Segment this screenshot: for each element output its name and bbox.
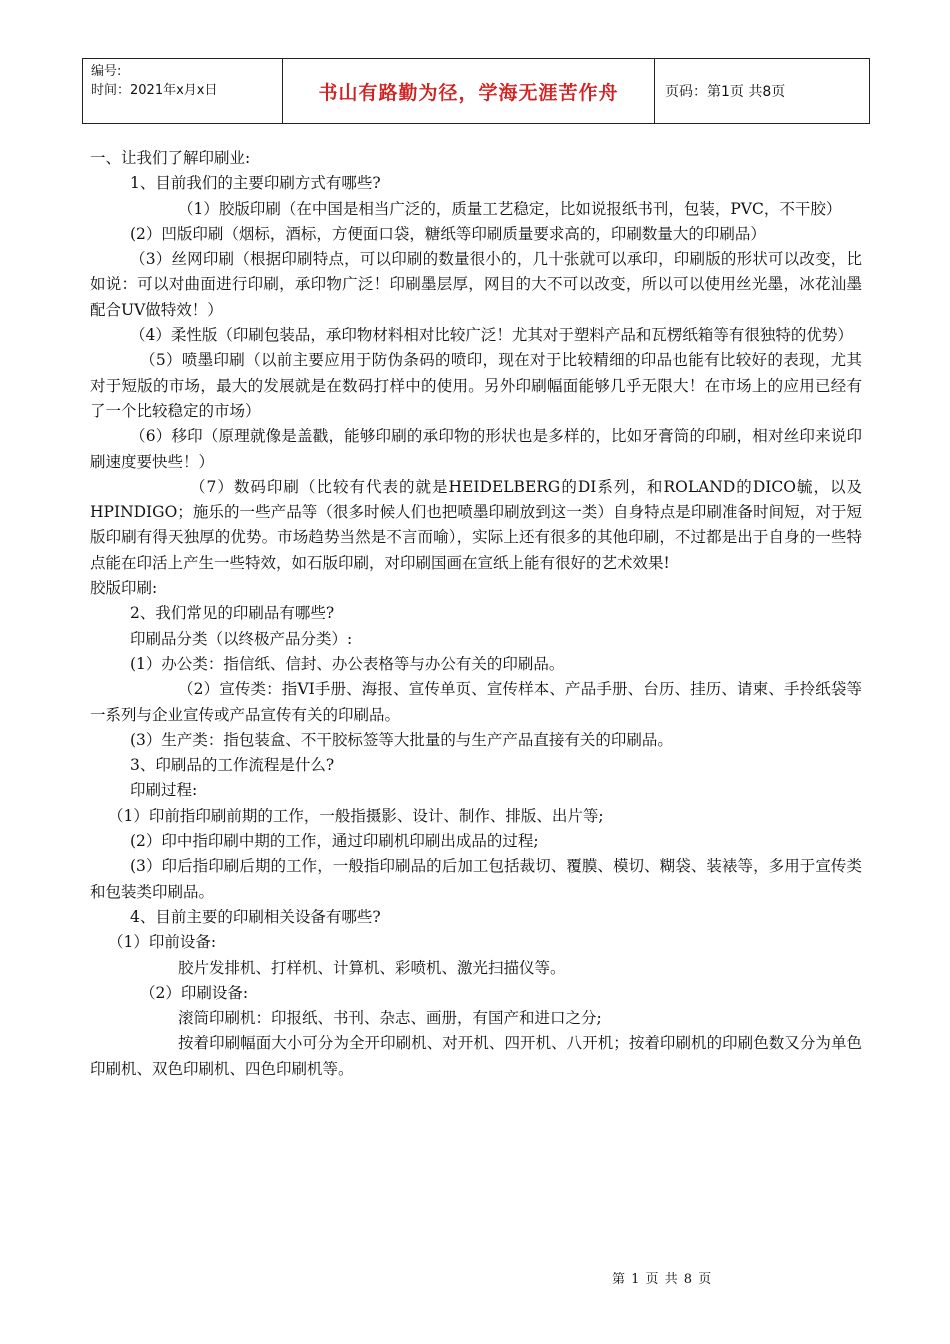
paragraph: 3、印刷品的工作流程是什么? — [130, 756, 335, 775]
number-label: 编号: — [91, 64, 122, 79]
paragraph: 滚筒印刷机：印报纸、书刊、杂志、画册，有国产和进口之分; — [178, 1009, 602, 1028]
paragraph: （4）柔性版（印刷包装品，承印物材料相对比较广泛！尤其对于塑料产品和瓦楞纸箱等有很独特的优势） — [130, 326, 853, 345]
page-header — [82, 58, 870, 124]
paragraph: （3）丝网印刷（根据印刷特点，可以印刷的数量很小的，几十张就可以承印，印刷版的形状可以改变，比如说：可以对曲面进行印刷，承印物广泛！印刷墨层厚，网目的大不可以改变，所以可以使用丝光墨，冰花汕墨配合UV做特效！） — [90, 250, 862, 319]
document-body — [90, 146, 862, 1082]
paragraph: （7）数码印刷（比较有代表的就是HEIDELBERG的DI系列，和ROLAND的DICO毓，以及HPINDIGO；施乐的一些产品等（很多时候人们也把喷墨印刷放到这一类）自身特点是印刷准备时间短，对于短版印刷有得天独厚的优势。市场趋势当然是不言而喻），实际上还有很多的其他印刷，不过都是出于自身的一些特点能在印活上产生一些特效，如石版印刷，对印刷国画在宣纸上能有很好的艺术效果! — [90, 477, 862, 572]
paragraph: （2）印刷设备: — [140, 983, 249, 1002]
paragraph: 4、目前主要的印刷相关设备有哪些? — [130, 907, 381, 926]
paragraph: （1）胶版印刷（在中国是相当广泛的，质量工艺稳定，比如说报纸书刊，包装，PVC，不干胶） — [178, 199, 842, 218]
header-meta — [83, 59, 283, 123]
page-footer: 第 1 页 共 8 页 — [612, 1272, 713, 1287]
paragraph: 印刷品分类（以终极产品分类）: — [130, 629, 353, 648]
paragraph: 胶版印刷: — [90, 579, 158, 598]
paragraph: 印刷过程: — [130, 781, 198, 800]
paragraph: 胶片发排机、打样机、计算机、彩喷机、激光扫描仪等。 — [178, 958, 566, 977]
paragraph: （2）宣传类：指VI手册、海报、宣传单页、宣传样本、产品手册、台历、挂历、请柬、手拎纸袋等一系列与企业宣传或产品宣传有关的印刷品。 — [90, 680, 862, 724]
time-label: 时间：2021年x月x日 — [91, 83, 218, 98]
paragraph: 一、让我们了解印刷业: — [90, 149, 251, 167]
paragraph: (2）印中指印刷中期的工作，通过印刷机印刷出成品的过程; — [130, 832, 539, 851]
header-page-info: 页码：第1页 共8页 — [665, 84, 786, 100]
paragraph: （5）喷墨印刷（以前主要应用于防伪条码的喷印，现在对于比较精细的印品也能有比较好的表现，尤其对于短版的市场，最大的发展就是在数码打样中的使用。另外印刷幅面能够几乎无限大！在市场上的应用已经有了一个比较稳定的市场） — [90, 351, 862, 420]
paragraph: 1、目前我们的主要印刷方式有哪些? — [130, 174, 381, 193]
paragraph: 按着印刷幅面大小可分为全开印刷机、对开机、四开机、八开机；按着印刷机的印刷色数又分为单色印刷机、双色印刷机、四色印刷机等。 — [90, 1034, 862, 1078]
paragraph: （6）移印（原理就像是盖戳，能够印刷的承印物的形状也是多样的，比如牙膏筒的印刷，相对丝印来说印刷速度要快些！） — [90, 427, 862, 471]
paragraph: (2）凹版印刷（烟标，酒标，方便面口袋，糖纸等印刷质量要求高的，印刷数量大的印刷品） — [130, 224, 766, 243]
paragraph: （1）印前指印刷前期的工作，一般指摄影、设计、制作、排版、出片等; — [108, 806, 604, 825]
paragraph: （1）印前设备: — [108, 933, 217, 952]
paragraph: (1）办公类：指信纸、信封、办公表格等与办公有关的印刷品。 — [130, 654, 565, 673]
paragraph: 2、我们常见的印刷品有哪些? — [130, 604, 335, 623]
paragraph: (3）生产类：指包装盒、不干胶标签等大批量的与生产产品直接有关的印刷品。 — [130, 730, 673, 749]
header-motto: 书山有路勤为径，学海无涯苦作舟 — [283, 59, 655, 123]
paragraph: (3）印后指印刷后期的工作，一般指印刷品的后加工包括裁切、覆膜、模切、糊袋、装裱等，多用于宣传类和包装类印刷品。 — [90, 857, 862, 901]
